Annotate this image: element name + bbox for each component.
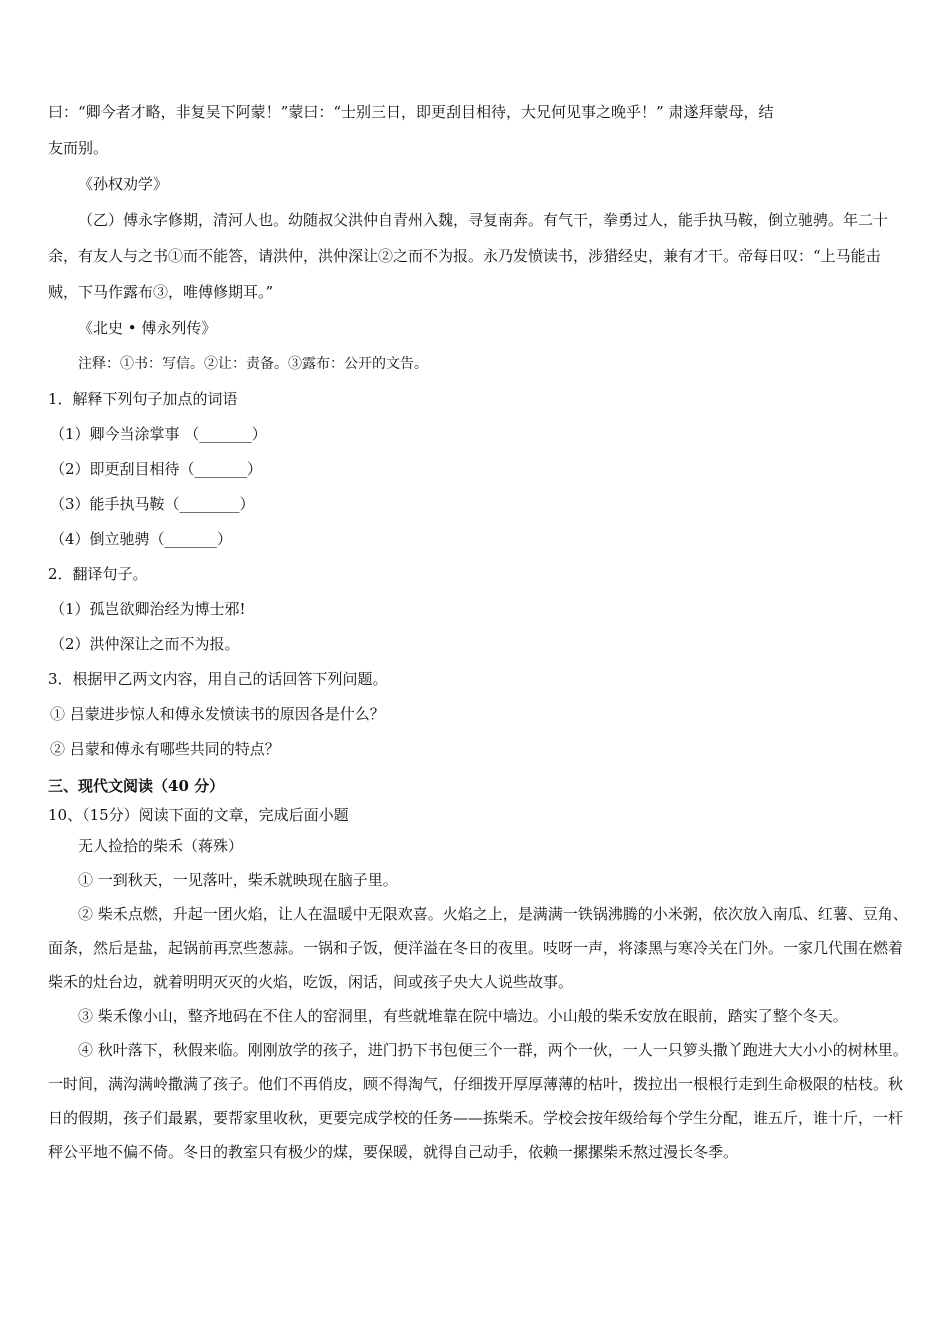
passage-a-source: 《孙权劝学》 [78,175,169,193]
question-3-title: 3．根据甲乙两文内容，用自己的话回答下列问题。 [48,670,388,688]
question-2-item-2: （2）洪仲深让之而不为报。 [50,635,240,653]
document-page [48,94,910,1169]
question-1-item-4: （4）倒立驰骋（_______） [50,530,233,548]
passage-a-line-1: 曰：“卿今者才略，非复吴下阿蒙！”蒙曰：“士别三日，即更刮目相待，大兄何见事之晚乎！” 肃遂拜蒙母，结 [48,103,774,121]
question-1-item-2: （2）即更刮目相待（_______） [50,460,263,478]
article-paragraph-1: ① 一到秋天，一见落叶，柴禾就映现在脑子里。 [78,871,398,889]
article-paragraph-3: ③ 柴禾像小山，整齐地码在不住人的窑洞里，有些就堆靠在院中墙边。小山般的柴禾安放在眼前，踏实了整个冬天。 [78,1007,848,1025]
question-3-item-1: ① 吕蒙进步惊人和傅永发愤读书的原因各是什么？ [50,705,385,723]
question-2-item-1: （1）孤岂欲卿治经为博士邪! [50,600,246,618]
passage-a-line-2: 友而别。 [48,139,109,157]
passage-b-text: （乙）傅永字修期，清河人也。幼随叔父洪仲自青州入魏，寻复南奔。有气干，拳勇过人，能手执马鞍，倒立驰骋。年二十余，有友人与之书①而不能答，请洪仲，洪仲深让②之而不为报。永乃发愤读书，涉猎经史，兼有才干。帝每日叹：“上马能击贼，下马作露布③，唯傅修期耳。” [48,211,889,301]
question-1-item-3: （3）能手执马鞍（________） [50,495,255,513]
article-title: 无人捡拾的柴禾（蒋殊） [78,837,244,855]
question-1-title: 1．解释下列句子加点的词语 [48,390,238,408]
section-3-heading: 三、现代文阅读（40 分） [48,777,225,795]
article-paragraph-2: ② 柴禾点燃，升起一团火焰，让人在温暖中无限欢喜。火焰之上，是满满一铁锅沸腾的小米粥，依次放入南瓜、红薯、豆角、面条，然后是盐，起锅前再烹些葱蒜。一锅和子饭，便洋溢在冬日的夜里。吱呀一声，将漆黑与寒冷关在门外。一家几代围在燃着柴禾的灶台边，就着明明灭灭的火焰，吃饭，闲话，间或孩子央大人说些故事。 [48,905,908,991]
question-10-title: 10、（15分）阅读下面的文章，完成后面小题 [48,806,349,824]
passage-b-source: 《北史 • 傅永列传》 [78,319,217,337]
passage-b-note: 注释：①书：写信。②让：责备。③露布：公开的文告。 [78,356,428,372]
article-paragraph-4: ④ 秋叶落下，秋假来临。刚刚放学的孩子，进门扔下书包便三个一群，两个一伙，一人一只箩头撒丫跑进大大小小的树林里。一时间，满沟满岭撒满了孩子。他们不再俏皮，顾不得淘气，仔细拨开厚厚薄薄的枯叶，拨拉出一根根行走到生命极限的枯枝。秋日的假期，孩子们最累，要帮家里收秋，更要完成学校的任务——拣柴禾。学校会按年级给每个学生分配，谁五斤，谁十斤，一杆秤公平地不偏不倚。冬日的教室只有极少的煤，要保暖，就得自己动手，依赖一摞摞柴禾熬过漫长冬季。 [48,1041,908,1161]
question-1-item-1: （1）卿今当涂掌事 （_______） [50,425,267,443]
question-2-title: 2．翻译句子。 [48,565,148,583]
question-3-item-2: ② 吕蒙和傅永有哪些共同的特点？ [50,740,280,758]
